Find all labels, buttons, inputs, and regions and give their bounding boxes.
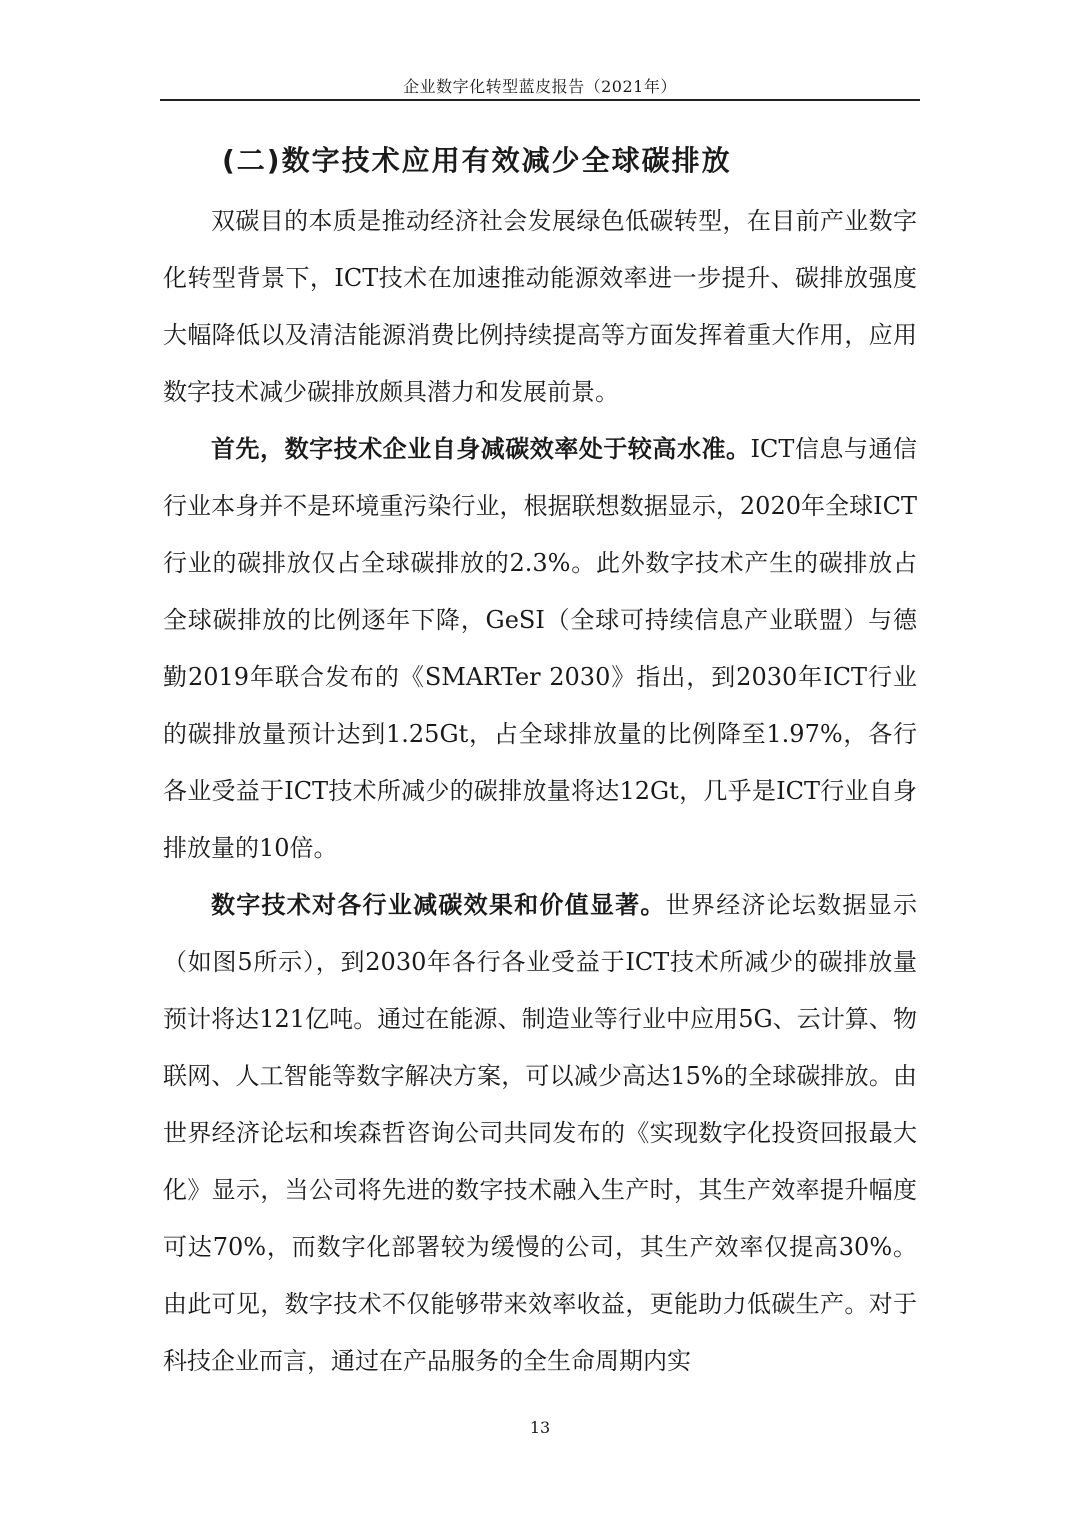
paragraph-2 — [163, 421, 917, 877]
paragraph-3-text: 世界经济论坛数据显示（如图5所示），到2030年各行各业受益于ICT技术所减少的碳排放量预计将达121亿吨。通过在能源、制造业等行业中应用5G、云计算、物联网、人工智能等数字解决方案，可以减少高达15%的全球碳排放。由世界经济论坛和埃森哲咨询公司共同发布的《实现数字化投资回报最大化》显示，当公司将先进的数字技术融入生产时，其生产效率提升幅度可达70%，而数字化部署较为缓慢的公司，其生产效率仅提高30%。由此可见，数字技术不仅能够带来效率收益，更能助力低碳生产。对于科技企业而言，通过在产品服务的全生命周期内实 — [163, 891, 918, 1375]
paragraph-1-text: 双碳目的本质是推动经济社会发展绿色低碳转型，在目前产业数字化转型背景下，ICT技术在加速推动能源效率进一步提升、碳排放强度大幅降低以及清洁能源消费比例持续提高等方面发挥着重大作用，应用数字技术减少碳排放颇具潜力和发展前景。 — [163, 207, 917, 406]
section-heading: (二)数字技术应用有效减少全球碳排放 — [222, 144, 732, 177]
paragraph-1 — [163, 193, 917, 421]
page-number: 13 — [529, 1418, 551, 1437]
paragraph-3-lead: 数字技术对各行业减碳效果和价值显著。 — [211, 891, 666, 919]
paragraph-2-text: ICT信息与通信行业本身并不是环境重污染行业，根据联想数据显示，2020年全球ICT行业的碳排放仅占全球碳排放的2.3%。此外数字技术产生的碳排放占全球碳排放的比例逐年下降，GeSI（全球可持续信息产业联盟）与德勤2019年联合发布的《SMARTer 2030》指出，到2030年ICT行业的碳排放量预计达到1.25Gt，占全球排放量的比例降至1.97%，各行各业受益于ICT技术所减少的碳排放量将达12Gt，几乎是ICT行业自身排放量的10倍。 — [163, 435, 918, 862]
paragraph-3 — [163, 877, 917, 1390]
body-text — [163, 193, 917, 1390]
header-divider — [160, 99, 920, 101]
running-header: 企业数字化转型蓝皮报告（2021年） — [403, 77, 677, 96]
paragraph-2-lead: 首先，数字技术企业自身减碳效率处于较高水准。 — [211, 435, 751, 463]
